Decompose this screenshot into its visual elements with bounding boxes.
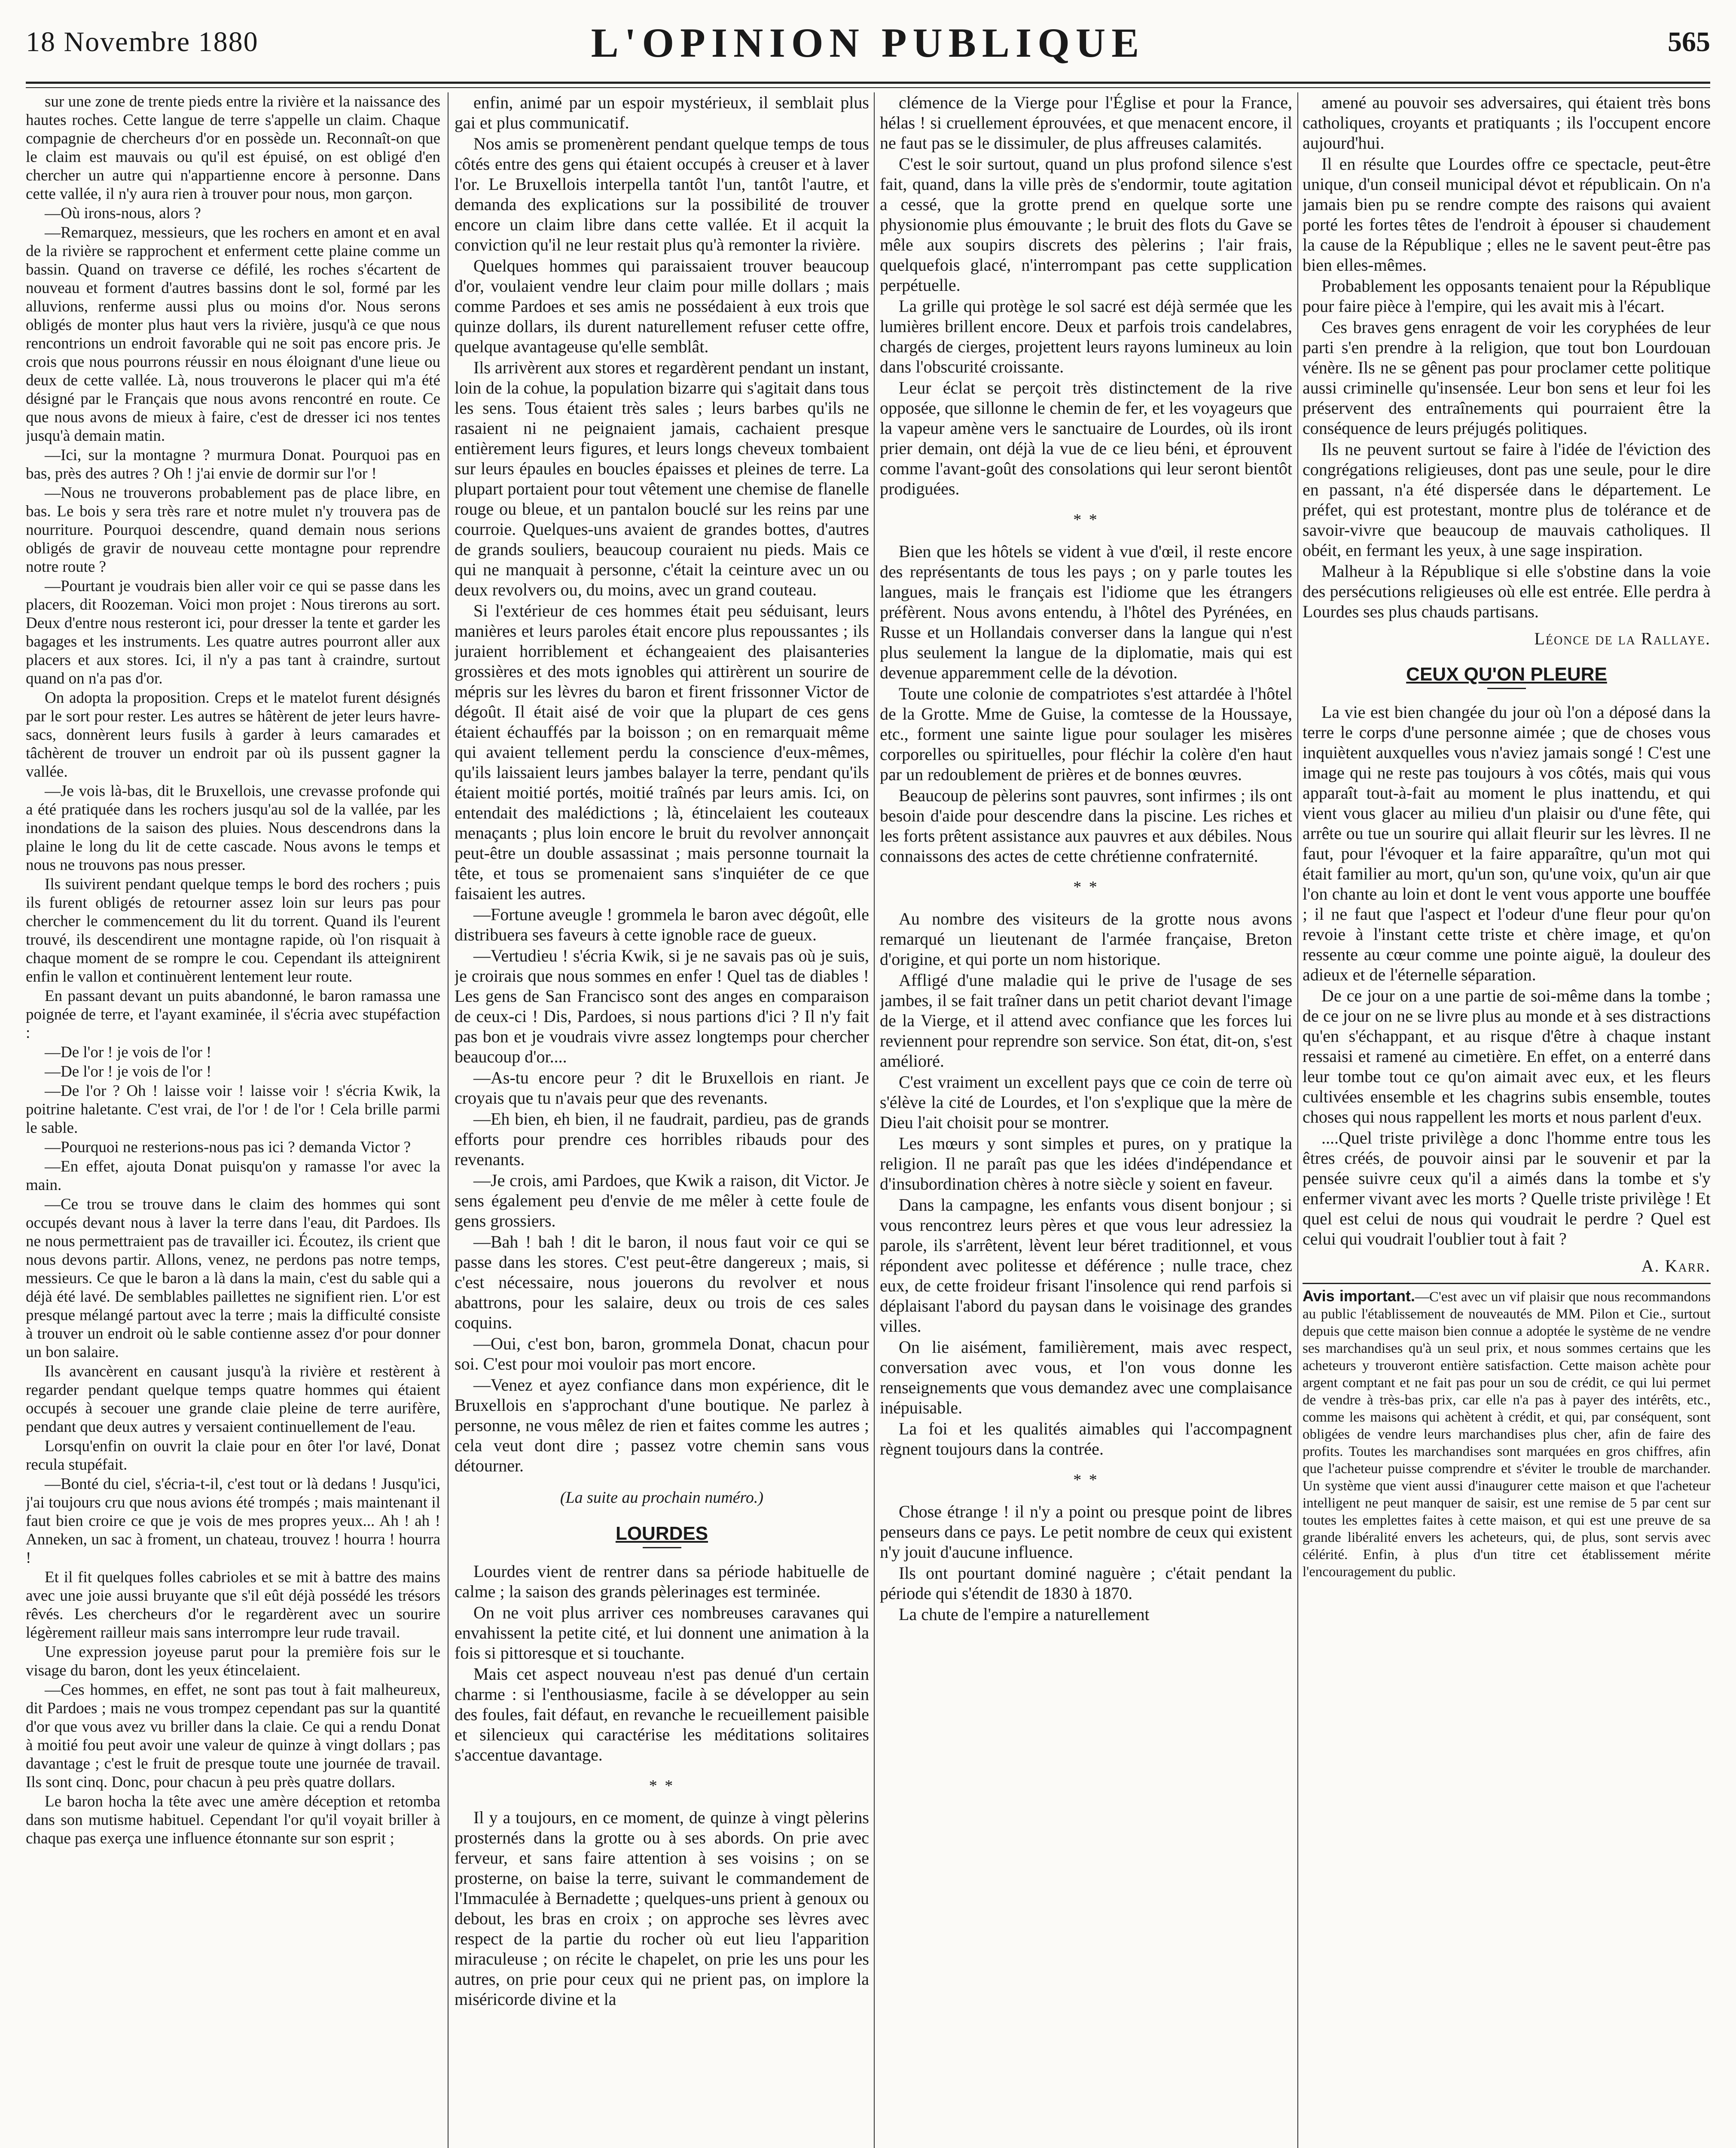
paragraph: —De l'or ? Oh ! laisse voir ! laisse voir ! s'écria Kwik, la poitrine haletante. C'est vrai, de l'or ! de l'or ! Cela brille parmi le sable.	[26, 1082, 440, 1137]
paragraph: —Nous ne trouverons probablement pas de place libre, en bas. Le bois y sera très rare et notre mulet n'y trouvera pas de nourriture. Pourquoi descendre, quand demain nous serions obligés de gravir de nouveau cette montagne pour reprendre notre route ?	[26, 484, 440, 576]
notice-rule	[1303, 1283, 1711, 1284]
paragraph: C'est vraiment un excellent pays que ce coin de terre où s'élève la cité de Lourdes, et l'on s'explique que la mère de Dieu l'ait choisit pour se montrer.	[880, 1072, 1292, 1132]
paragraph: Une expression joyeuse parut pour la première fois sur le visage du baron, dont les yeux étincelaient.	[26, 1643, 440, 1679]
paragraph: Et il fit quelques folles cabrioles et se mit à battre des mains avec une joie aussi bruyante que s'il eût déjà possédé les trésors rêvés. Les chercheurs d'or le regardèrent avec un sourire légèrement railleur mais sans interrompre leur rude travail.	[26, 1568, 440, 1642]
paragraph: Ces braves gens enragent de voir les coryphées de leur parti s'en prendre à la religion, que tout bon Lourdouan vénère. Ils ne se gênent pas pour proclamer cette politique aussi criminelle qu'insensée. Leur bon sens et leur foi les préservent des entraînements qui pourraient être la conséquence de leurs préjugés politiques.	[1303, 317, 1711, 438]
page-number: 565	[1668, 26, 1710, 58]
serial-story-continued	[455, 92, 869, 1476]
paragraph: —Vertudieu ! s'écria Kwik, si je ne savais pas où je suis, je croirais que nous sommes en enfer ! Quel tas de diables ! Les gens de San Francisco sont des anges en comparaison de ceux-ci ! Dis, Pardoes, si nous partions d'ici ? Il n'y fait pas bon et je voudrais vivre assez longtemps pour chercher beaucoup d'or....	[455, 946, 869, 1066]
paragraph: La vie est bien changée du jour où l'on a déposé dans la terre le corps d'une personne aimée ; que de choses vous inquiètent auxquelles vous n'aviez jamais songé ! C'est une image qui ne reste pas toujours à vos côtés, mais qui vous apparaît tout-à-fait au moment le plus inattendu, et qui vient vous glacer au milieu d'un plaisir ou d'une fête, qui arrête ou tue un sourire qui allait fleurir sur les lèvres. Il ne faut, pour l'évoquer et la faire apparaître, qu'un mot qui était familier au mort, qu'un son, qu'une voix, qu'un air que l'on chante au loin et dont le vent vous apporte une bouffée ; il ne faut que l'aspect et l'odeur d'une fleur pour qu'on revoie à l'instant cette triste et chère image, et qu'on ressente au cœur comme une pointe aiguë, la douleur des adieux et de l'éternelle séparation.	[1303, 702, 1711, 984]
title-rule	[643, 1547, 681, 1548]
paragraph: ....Quel triste privilège a donc l'homme entre tous les êtres créés, de pouvoir ainsi par le souvenir et par la pensée suivre ceux qu'il a aimés dans la tombe et s'y enfermer vivant avec les morts ? Quelle triste privilège ! Et quel est celui de nous qui voudrait le perdre ? Quel est celui qui voudrait l'oublier tout à fait ?	[1303, 1128, 1711, 1248]
paragraph: —Venez et ayez confiance dans mon expérience, dit le Bruxellois en s'approchant d'une boutique. Ne parlez à personne, ne vous mêlez de rien et faites comme les autres ; cela veut dont dire ; passez votre chemin sans vous détourner.	[455, 1375, 869, 1475]
paragraph: Il y a toujours, en ce moment, de quinze à vingt pèlerins prosternés dans la grotte ou à ses abords. On prie avec ferveur, et sans faire attention à ses voisins ; on se prosterne, on baise la terre, suivant le commandement de l'Immaculée à Bernadette ; quelques-uns prient à genoux ou debout, les bras en croix ; on approche ses lèvres avec respect de la partie du rocher où eut lieu l'apparition miraculeuse ; on récite le chapelet, on prie les uns pour les autres, on prie pour ceux qui ne prient pas, on implore la miséricorde divine et la	[455, 1808, 869, 2009]
paragraph: Lorsqu'enfin on ouvrit la claie pour en ôter l'or lavé, Donat recula stupéfait.	[26, 1437, 440, 1474]
asterism-separator: * *	[1073, 511, 1099, 529]
paragraph: Malheur à la République si elle s'obstine dans la voie des persécutions religieuses où elle est entrée. Elle perdra à Lourdes ses plus chauds partisans.	[1303, 561, 1711, 621]
section-title-ceux-quon-pleure: CEUX QU'ON PLEURE	[1406, 664, 1607, 685]
paragraph: —Je crois, ami Pardoes, que Kwik a raison, dit Victor. Je sens également peu d'envie de me mêler à cette foule de gens grossiers.	[455, 1171, 869, 1230]
paragraph: Au nombre des visiteurs de la grotte nous avons remarqué un lieutenant de l'armée française, Breton d'origine, et qui porte un nom historique.	[880, 909, 1292, 969]
paragraph: —Bonté du ciel, s'écria-t-il, c'est tout or là dedans ! Jusqu'ici, j'ai toujours cru que nous avions été trompés ; mais maintenant il faut bien croire ce que je vois de mes propres yeux... Ah ! ah ! Anneken, un sac à froment, un chateau, trouvez ! hourra ! hourra !	[26, 1475, 440, 1567]
paragraph: —Eh bien, eh bien, il ne faudrait, pardieu, pas de grands efforts pour prendre ces horribles ribauds pour des revenants.	[455, 1109, 869, 1169]
asterism-separator: * *	[1073, 878, 1099, 896]
paragraph: Lourdes vient de rentrer dans sa période habituelle de calme ; la saison des grands pèlerinages est terminée.	[455, 1562, 869, 1601]
column-divider	[1297, 92, 1298, 2148]
paragraph: —Je vois là-bas, dit le Bruxellois, une crevasse profonde qui a été pratiquée dans les rochers jusqu'au sol de la vallée, par les inondations de la saison des pluies. Nous descendrons dans la plaine le long du lit de cette cascade. Nous avons le temps et nous ne trouvons pas nous presser.	[26, 782, 440, 874]
paragraph: Ils arrivèrent aux stores et regardèrent pendant un instant, loin de la cohue, la population bizarre qui s'agitait dans tous les sens. Tous étaient très sales ; leurs barbes qu'ils ne rasaient ni ne peignaient jamais, cachaient presque entièrement leurs figures, et leurs longs cheveux tombaient sur leurs épaules en boucles épaisses et pleines de terre. La plupart portaient pour tout vêtement une chemise de flanelle rouge ou bleue, et un pantalon bouclé sur les reins par une courroie. Quelques-uns avaient de grandes bottes, d'autres de grands souliers, beaucoup couraient nu pieds. Mais ce qui ne manquait à personne, c'était la ceinture avec un ou deux revolvers ou, du moins, avec un grand couteau.	[455, 358, 869, 599]
lourdes-text-a	[880, 92, 1292, 499]
lourdes-article-part-2	[455, 1807, 869, 2009]
paragraph: Dans la campagne, les enfants vous disent bonjour ; si vous rencontrez leurs pères et que vous leur adressiez la parole, ils s'arrêtent, lèvent leur béret traditionnel, et vous répondent avec politesse et déférence ; nulle trace, chez eux, de cette froideur frisant l'insolence qui rend parfois si déplaisant l'abord du paysan dans le voisinage des grandes villes.	[880, 1195, 1292, 1336]
paragraph: C'est le soir surtout, quand un plus profond silence s'est fait, quand, dans la ville près de s'endormir, toute agitation a cessé, que la grotte prend en quelque sorte une physionomie plus émouvante ; le bruit des flots du Gave se mêle aux soupirs discrets des pèlerins ; l'air frais, quelquefois glacé, n'interrompant pas cette supplication perpétuelle.	[880, 154, 1292, 295]
lourdes-conclusion	[1303, 92, 1711, 622]
notice-body: —C'est avec un vif plaisir que nous recommandons au public l'établissement de nouveautés de MM. Pilon et Cie., surtout depuis que cette maison bien connue a adoptée le système de ne vendre ses marchandises qu'à un seul prix, et nous sommes certains que les acheteurs y trouveront entière satisfaction. Cette maison achète pour argent comptant et ne fait pas pour un sou de crédit, ce qui lui permet de vendre à très-bas prix, car elle n'a pas à payer des intérêts, etc., comme les maisons qui achètent à crédit, et qui, par conséquent, sont obligées de vendre leurs marchandises plus cher, afin de faire des profits. Toutes les marchandises sont marquées en gros chiffres, afin que l'acheteur puisse comprendre et s'éviter le trouble de marchander. Un système que vient aussi d'inaugurer cette maison et que l'acheteur intelligent ne peut manquer de saisir, est une remise de 5 par cent sur toutes les emplettes faites à cette maison, et qui est une preuve de sa grande libéralité envers les acheteurs, qui, de plus, sont servis avec célérité. Enfin, à plus d'un titre cet établissement mérite l'encouragement du public.	[1303, 1289, 1711, 1580]
column-2	[455, 92, 869, 2148]
column-4	[1303, 92, 1711, 2148]
paragraph: En passant devant un puits abandonné, le baron ramassa une poignée de terre, et l'ayant examinée, il s'écria avec stupéfaction :	[26, 987, 440, 1042]
paragraph: —En effet, ajouta Donat puisqu'on y ramasse l'or avec la main.	[26, 1158, 440, 1194]
paragraph: —Oui, c'est bon, baron, grommela Donat, chacun pour soi. C'est pour moi vouloir pas mort encore.	[455, 1334, 869, 1373]
paragraph: La foi et les qualités aimables qui l'accompagnent règnent toujours dans la contrée.	[880, 1419, 1292, 1458]
paragraph: Les mœurs y sont simples et pures, on y pratique la religion. Il ne paraît pas que les idées d'indépendance et d'insubordination chères à notre siècle y soient en faveur.	[880, 1134, 1292, 1193]
lourdes-text-c	[880, 909, 1292, 1459]
paragraph: Ils avancèrent en causant jusqu'à la rivière et restèrent à regarder pendant quelque temps quatre hommes qui étaient occupés à secouer une grande claie pleine de terre aurifère, pendant que deux autres y versaient continuellement de l'eau.	[26, 1363, 440, 1436]
serial-story-text	[26, 92, 440, 1848]
paragraph: —As-tu encore peur ? dit le Bruxellois en riant. Je croyais que tu n'avais peur que des revenants.	[455, 1068, 869, 1108]
issue-date: 18 Novembre 1880	[26, 26, 259, 58]
paragraph: Il en résulte que Lourdes offre ce spectacle, peut-être unique, d'un conseil municipal dévot et républicain. On n'a jamais bien pu se rendre compte des raisons qui avaient porté les fortes têtes de l'endroit à épouser si chaudement la cause de la République ; elles ne le savent peut-être pas bien elles-mêmes.	[1303, 154, 1711, 275]
advertisement-notice	[1303, 1288, 1711, 1580]
notice-heading: Avis important.	[1303, 1287, 1415, 1305]
paragraph: La chute de l'empire a naturellement	[899, 1605, 1150, 1624]
paragraph: sur une zone de trente pieds entre la rivière et la naissance des hautes roches. Cette langue de terre s'appelle un claim. Chaque compagnie de chercheurs d'or en possède un. Reconnaît-on que le claim est mauvais ou qu'il est épuisé, on est obligé d'en chercher un autre qui n'appartienne encore à personne. Dans cette vallée, il n'y aura rien à trouver pour nous, mon garçon.	[26, 93, 440, 203]
paragraph: Si l'extérieur de ces hommes était peu séduisant, leurs manières et leurs paroles était encore plus repoussantes ; ils juraient horriblement et échangeaient des plaisanteries grossières et des mots ignobles qui attirèrent un sourire de mépris sur les lèvres du baron et firent frissonner Victor de dégoût. Il était aisé de voir que la plupart de ces gens étaient échauffés par la boisson ; on en remarquait même qui avaient tellement perdu la conscience d'eux-mêmes, qu'ils laissaient leurs jambes balayer la terre, pendant qu'ils étaient moitié portés, moitié traînés par leurs amis. Ici, on entendait des malédictions ; là, étincelaient les couteaux menaçants ; plus loin encore le bruit du revolver annonçait peut-être un double assassinat ; mais personne tournait la tête, et tous se promenaient sans s'inquiéter de ce que faisaient les autres.	[455, 601, 869, 903]
paragraph: —Bah ! bah ! dit le baron, il nous faut voir ce qui se passe dans les stores. C'est peut-être dangereux ; mais, si c'est nécessaire, nous jouerons du revolver et nous abattrons, pour les salaire, deux ou trois de ces sales coquins.	[455, 1232, 869, 1332]
masthead-rule	[26, 82, 1710, 88]
paragraph: clémence de la Vierge pour l'Église et pour la France, hélas ! si cruellement éprouvées, et que menacent encore, il ne faut pas se le dissimuler, de plus affreuses calamités.	[880, 93, 1292, 153]
author-signature: Léonce de la Rallaye.	[1534, 629, 1711, 648]
paragraph: Chose étrange ! il n'y a point ou presque point de libres penseurs dans ce pays. Le petit nombre de ceux qui existent n'y jouit d'aucune influence.	[880, 1502, 1292, 1562]
lourdes-text-d	[880, 1501, 1292, 1624]
paragraph: —Fortune aveugle ! grommela le baron avec dégoût, elle distribuera ses faveurs à cette ignoble race de gueux.	[455, 905, 869, 944]
paragraph: On adopta la proposition. Creps et le matelot furent désignés par le sort pour rester. Les autres se hâtèrent de jeter leurs havre-sacs, donnèrent leurs fusils à garder à leurs camarades et tâchèrent de trouver un endroit par où ils pussent gagner la vallée.	[26, 689, 440, 781]
paragraph: Toute une colonie de compatriotes s'est attardée à l'hôtel de la Grotte. Mme de Guise, la comtesse de la Houssaye, etc., forment une sainte ligue pour soulager les misères corporelles ou spirituelles, pour fléchir la colère d'en haut par un redoublement de prières et de bonnes œuvres.	[880, 684, 1292, 784]
asterism-separator: * *	[649, 1777, 675, 1795]
paragraph: Beaucoup de pèlerins sont pauvres, sont infirmes ; ils ont besoin d'aide pour descendre dans la piscine. Les riches et les forts prêtent assistance aux pauvres et aux débiles. Nous connaissons des actes de cette chrétienne confraternité.	[880, 786, 1292, 866]
paragraph: Probablement les opposants tenaient pour la République pour faire pièce à l'empire, qui les avait mis à l'écart.	[1303, 276, 1711, 316]
paragraph: —De l'or ! je vois de l'or !	[45, 1043, 212, 1061]
paragraph: Nos amis se promenèrent pendant quelque temps de tous côtés entre des gens qui étaient occupés à creuser et à laver l'or. Le Bruxellois interpella tantôt l'un, tantôt l'autre, et demanda des explications sur la possibilité de trouver encore un claim libre dans cette vallée. Et il acquit la conviction qu'il ne leur restait plus qu'à remonter la rivière.	[455, 134, 869, 254]
lourdes-article	[455, 1561, 869, 1765]
paragraph: La grille qui protège le sol sacré est déjà sermée que les lumières brillent encore. Deux et parfois trois candelabres, chargés de cierges, projettent leurs rayons lumineux au loin dans l'obscurité croissante.	[880, 296, 1292, 376]
paragraph: On lie aisément, familièrement, mais avec respect, conversation avec vous, et l'on vous donne les renseignements que vous demandez avec une complaisance inépuisable.	[880, 1337, 1292, 1417]
title-rule	[1487, 688, 1526, 689]
newspaper-title: L'OPINION PUBLIQUE	[591, 20, 1145, 66]
paragraph: —Pourtant je voudrais bien aller voir ce qui se passe dans les placers, dit Roozeman. Voici mon projet : Nous tirerons au sort. Deux d'entre nous resteront ici, pour dresser la tente et garder les bagages et les instruments. Les quatre autres pourront aller aux placers et aux stores. Ici, il n'y a pas tant à craindre, surtout quand on n'a pas d'or.	[26, 577, 440, 687]
paragraph: Ils ne peuvent surtout se faire à l'idée de l'éviction des congrégations religieuses, dont pas une seule, pour le dire en passant, n'a été dispersée dans le département. Le préfet, qui est protestant, montre plus de tolérance et de savoir-vivre que beaucoup de mauvais catholiques. Il obéit, en fermant les yeux, à une sage inspiration.	[1303, 439, 1711, 560]
paragraph: Bien que les hôtels se vident à vue d'œil, il reste encore des représentants de tous les pays ; on y parle toutes les langues, mais le français est l'idiome que les étrangers préfèrent. Nous avons entendu, à l'hôtel des Pyrénées, en Russe et un Hollandais converser dans la langue qui n'est plus seulement la langue de la diplomatie, mais qui est devenue apparemment celle de la dévotion.	[880, 542, 1292, 682]
paragraph: amené au pouvoir ses adversaires, qui étaient très bons catholiques, croyants et pratiquants ; ils l'occupent encore aujourd'hui.	[1303, 93, 1711, 153]
masthead	[26, 13, 1710, 73]
paragraph: —Remarquez, messieurs, que les rochers en amont et en aval de la rivière se rapprochent et enferment cette plaine comme un bassin. Quand on traverse ce défilé, les roches s'écartent de nouveau et forment d'autres bassins dont le sol, formé par les alluvions, renferme aussi plus ou moins d'or. Nous serons obligés de monter plus haut vers la rivière, jusqu'à ce que nous rencontrions un endroit favorable qui ne soit pas encore pris. Je crois que nous pourrons réussir en nous éloignant d'une lieue ou deux de cette vallée. Là, nous trouverons le placer qui m'a été désigné par le Français que nous avons rencontré en route. Ce que nous avons de mieux à faire, c'est de dresser ici nos tentes jusqu'à demain matin.	[26, 224, 440, 445]
paragraph: enfin, animé par un espoir mystérieux, il semblait plus gai et plus communicatif.	[455, 93, 869, 132]
asterism-separator: * *	[1073, 1471, 1099, 1489]
paragraph: Ils ont pourtant dominé naguère ; c'était pendant la période qui s'étendit de 1830 à 1870.	[880, 1563, 1292, 1603]
paragraph: Leur éclat se perçoit très distinctement de la rive opposée, que sillonne le chemin de fer, et les voyageurs que la vapeur amène vers le sanctuaire de Lourdes, où ils iront prier demain, ont déjà la vue de ce lieu béni, et éprouvent comme l'avant-goût des consolations qui leur seront bientôt prodiguées.	[880, 378, 1292, 498]
paragraph: —Ces hommes, en effet, ne sont pas tout à fait malheureux, dit Pardoes ; mais ne vous trompez cependant pas sur la quantité d'or que vous avez vu briller dans la claie. Ce qui a rendu Donat à moitié fou peut avoir une valeur de quinze à vingt dollars ; pas davantage ; c'est le fruit de presque toute une journée de travail. Ils sont cinq. Donc, pour chacun à peu près quatre dollars.	[26, 1681, 440, 1791]
paragraph: Mais cet aspect nouveau n'est pas denué d'un certain charme : si l'enthousiasme, facile à se développer au sein des foules, fait défaut, en revanche le recueillement paisible et silencieux qui caractérise les méditations solitaires s'accentue davantage.	[455, 1664, 869, 1764]
column-divider	[874, 92, 875, 2148]
paragraph: Affligé d'une maladie qui le prive de l'usage de ses jambes, il se fait traîner dans un petit chariot devant l'image de la Vierge, et il attend avec confiance que les forces lui reviennent pour reprendre son service. Son état, dit-on, s'est amélioré.	[880, 970, 1292, 1071]
author-signature: A. Karr.	[1641, 1256, 1711, 1275]
column-1-serial-story	[26, 92, 440, 2148]
paragraph: —Ici, sur la montagne ? murmura Donat. Pourquoi pas en bas, près des autres ? Oh ! j'ai envie de dormir sur l'or !	[26, 446, 440, 482]
paragraph: —Où irons-nous, alors ?	[45, 204, 201, 222]
paragraph: Ils suivirent pendant quelque temps le bord des rochers ; puis ils furent obligés de retourner assez loin sur leurs pas pour chercher le commencement du lit du torrent. Quand ils l'eurent trouvé, ils descendirent une montagne rapide, où l'on risquait à chaque moment de se rompre le cou. Cependant ils atteignirent enfin le vallon et continuèrent lentement leur route.	[26, 876, 440, 986]
column-3-lourdes-continued	[880, 92, 1292, 2148]
lourdes-text-b	[880, 541, 1292, 866]
paragraph: —Pourquoi ne resterions-nous pas ici ? demanda Victor ?	[45, 1138, 411, 1156]
paragraph: De ce jour on a une partie de soi-même dans la tombe ; de ce jour on ne se livre plus au monde et à ses distractions qu'en s'échappant, et au risque d'être à chaque instant ressaisi et ramené au cimetière. En effet, on a enterré dans leur tombe tout ce qu'on aimait avec eux, et les fleurs cultivées ensemble et les chagrins subis ensemble, toutes choses qui nous rappellent les morts et nous parlent d'eux.	[1303, 986, 1711, 1126]
paragraph: Le baron hocha la tête avec une amère déception et retomba dans son mutisme habituel. Cependant l'or qu'il voyait briller à chaque pas exerça une influence étonnante sur son esprit ;	[26, 1793, 440, 1847]
paragraph: Quelques hommes qui paraissaient trouver beaucoup d'or, voulaient vendre leur claim pour mille dollars ; mais comme Pardoes et ses amis ne possédaient à eux trois que quinze dollars, ils durent naturellement refuser cette offre, quelque avantageuse qu'elle semblât.	[455, 256, 869, 356]
paragraph: On ne voit plus arriver ces nombreuses caravanes qui envahissent la petite cité, et lui donnent une animation à la fois si pittoresque et si touchante.	[455, 1603, 869, 1663]
section-title-lourdes: LOURDES	[615, 1523, 708, 1544]
paragraph: —Ce trou se trouve dans le claim des hommes qui sont occupés devant nous à laver la terre dans l'eau, dit Pardoes. Ils ne nous permettraient pas de travailler ici. Écoutez, ils crient que nous devons partir. Allons, venez, ne perdons pas notre temps, messieurs. Ce que le baron a là dans la main, c'est du sable qui a déjà été lavé. De semblables paillettes ne signifient rien. L'or est presque mélangé partout avec la terre ; mais la difficulté consiste à trouver un endroit où le sable contienne assez d'or pour donner un bon salaire.	[26, 1196, 440, 1361]
continuation-note: (La suite au prochain numéro.)	[560, 1489, 764, 1507]
ceux-quon-pleure-text	[1303, 702, 1711, 1249]
paragraph: —De l'or ! je vois de l'or !	[45, 1063, 212, 1080]
